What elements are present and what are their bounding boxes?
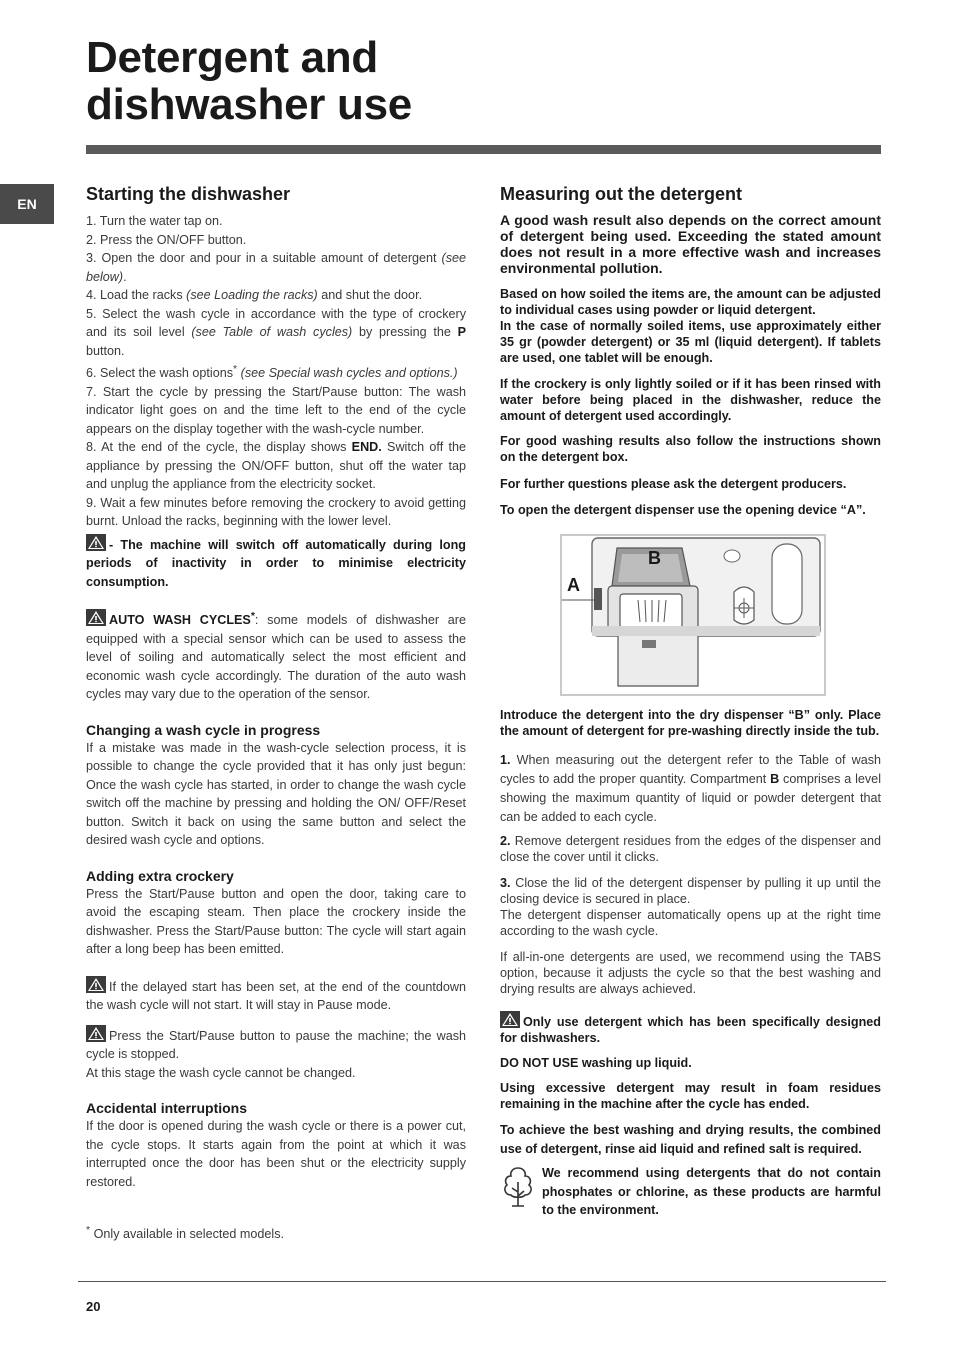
numbered-3-note: The detergent dispenser automatically opens up at the right time according to the wash cycle.	[500, 908, 881, 938]
heading-changing: Changing a wash cycle in progress	[86, 721, 321, 738]
warning-icon	[86, 976, 106, 993]
dispenser-figure	[560, 534, 826, 696]
warning-delay	[86, 976, 466, 1015]
title-rule	[86, 145, 881, 154]
best-results: To achieve the best washing and drying results, the combined use of detergent, rinse aid liquid and refined salt is required.	[500, 1123, 881, 1156]
warning-delay-text: If the delayed start has been set, at the end of the countdown the wash cycle will not start. It will stay in Pause mode.	[86, 979, 466, 1013]
step-4-ref: (see Loading the racks)	[186, 288, 318, 302]
step-5-mid: by pressing the	[352, 325, 458, 339]
step-8-text: 8. At the end of the cycle, the display shows	[86, 440, 352, 455]
footnote-text: Only available in selected models.	[90, 1227, 284, 1242]
numbered-1	[500, 751, 881, 827]
step-5-p: P	[457, 325, 466, 339]
numbered-1-rest: comprises a level showing the maximum quantity of liquid or powder detergent that can be added to each cycle.	[500, 772, 881, 824]
heading-adding: Adding extra crockery	[86, 867, 234, 884]
right-column	[500, 183, 881, 1220]
steps-list	[86, 212, 466, 531]
step-8-end-word: END.	[351, 440, 382, 455]
step-3	[86, 249, 466, 286]
step-4	[86, 286, 466, 305]
numbered-1-text: When measuring out the detergent refer to the Table of wash cycles to add the proper quantity. Compartment	[500, 753, 881, 786]
tabs-paragraph: If all-in-one detergents are used, we recommend using the TABS option, because it adjusts the cycle so that the best washing and drying results are always achieved.	[500, 950, 881, 996]
heading-measuring: Measuring out the detergent	[500, 184, 743, 204]
page-number: 20	[86, 1299, 101, 1314]
step-6-ref: (see Special wash cycles and options.)	[237, 366, 458, 381]
dispenser-drawing	[562, 536, 824, 694]
step-1: 1. Turn the water tap on.	[86, 214, 223, 228]
step-3-end: .	[123, 269, 127, 284]
eco-note	[500, 1164, 881, 1220]
warning-auto-off	[86, 534, 466, 592]
pause-note: At this stage the wash cycle cannot be changed.	[86, 1065, 356, 1080]
language-tab: EN	[0, 184, 54, 224]
figure-label-b: B	[648, 548, 661, 568]
changing-text: If a mistake was made in the wash-cycle selection process, it is possible to change the cycle provided that it has only just begun: Once the wash cycle has started, in order to change the wash cycle switch off the machine by pressing and holding the ON/ OFF/Reset button. Switch it back on using the same button and select the desired wash cycle and options.	[86, 740, 466, 848]
num-1: 1.	[500, 753, 511, 767]
left-column	[86, 183, 466, 1244]
page-title	[86, 34, 412, 128]
warning-only-text: Only use detergent which has been specifically designed for dishwashers.	[500, 1015, 881, 1045]
step-5	[86, 305, 466, 361]
para-dry-dispenser: Introduce the detergent into the dry dispenser “B” only. Place the amount of detergent for pre-washing directly inside the tub.	[500, 708, 881, 738]
auto-wash-star: *	[250, 610, 255, 623]
foam-warning: Using excessive detergent may result in foam residues remaining in the machine after the cycle has ended.	[500, 1081, 881, 1111]
accidental-text: If the door is opened during the wash cycle or there is a power cut, the cycle stops. It starts again from the point at which it was interrupted once the door has been shut or the electricity supply restored.	[86, 1119, 466, 1189]
auto-wash-label: AUTO WASH CYCLES	[109, 613, 251, 628]
tree-icon	[500, 1164, 542, 1220]
step-8-rest: Switch off the appliance by pressing the ON/OFF button, shut off the water tap and unplug the appliance from the electricity socket.	[86, 440, 466, 492]
num-3: 3.	[500, 876, 511, 890]
auto-wash-paragraph	[86, 607, 466, 704]
footnote	[86, 1221, 466, 1244]
warning-pause	[86, 1025, 466, 1064]
para-adjust: Based on how soiled the items are, the amount can be adjusted to individual cases using powder or liquid detergent.	[500, 287, 881, 317]
step-2: 2. Press the ON/OFF button.	[86, 232, 247, 247]
compartment-b: B	[770, 772, 780, 786]
do-not-use: DO NOT USE washing up liquid.	[500, 1056, 692, 1070]
para-instructions: For good washing results also follow the instructions shown on the detergent box.	[500, 434, 881, 464]
step-6-text: 6. Select the wash options	[86, 366, 234, 381]
warning-icon	[86, 534, 106, 551]
step-5-ref: (see Table of wash cycles)	[191, 325, 353, 339]
warning-icon	[500, 1011, 520, 1028]
intro-text: A good wash result also depends on the correct amount of detergent being used. Exceeding the stated amount does not result in a more effective wash and increases environmental pollution.	[500, 212, 881, 276]
step-4-text: 4. Load the racks	[86, 288, 187, 302]
step-5-text: 5. Select the wash cycle in accordance with the type of crockery and its soil level	[86, 306, 466, 339]
step-4-end: and shut the door.	[317, 288, 423, 302]
step-9: 9. Wait a few minutes before removing the crockery to avoid getting burnt. Unload the racks, beginning with the lower level.	[86, 495, 466, 529]
para-producers: For further questions please ask the detergent producers.	[500, 477, 847, 491]
warning-only	[500, 1011, 881, 1046]
para-opening: To open the detergent dispenser use the opening device “A”.	[500, 503, 866, 517]
step-6-star: *	[233, 363, 238, 375]
heading-starting: Starting the dishwasher	[86, 184, 291, 204]
numbered-2	[500, 833, 881, 865]
step-5-end: button.	[86, 343, 125, 358]
para-normal: In the case of normally soiled items, use approximately either 35 gr (powder detergent) or 35 ml (liquid detergent). If tablets are used, one tablet will be enough.	[500, 319, 881, 365]
adding-text: Press the Start/Pause button and open the door, taking care to avoid the escaping steam. Then place the crockery inside the dishwasher. Press the Start/Pause button: The cycle will start again after a long beep has been emitted.	[86, 886, 466, 957]
eco-text: We recommend using detergents that do not contain phosphates or chlorine, as these products are harmful to the environment.	[542, 1166, 881, 1217]
numbered-3-text: Close the lid of the detergent dispenser by pulling it up until the closing device is secured in place.	[500, 876, 881, 906]
step-6	[86, 360, 466, 383]
step-7: 7. Start the cycle by pressing the Start/Pause button: The wash indicator light goes on and the time left to the end of the cycle appears on the display together with the wash-cycle number.	[86, 384, 466, 436]
num-2: 2.	[500, 834, 511, 848]
title-line-2: dishwasher use	[86, 80, 412, 129]
step-3-ref: (see below)	[86, 251, 466, 284]
numbered-3	[500, 875, 881, 907]
numbered-2-text: Remove detergent residues from the edges of the dispenser and close the cover until it clicks.	[500, 834, 881, 864]
step-3-text: 3. Open the door and pour in a suitable amount of detergent	[86, 251, 442, 265]
auto-wash-text: : some models of dishwasher are equipped with a special sensor which can be used to assess the level of soiling and automatically select the most efficient and economic wash cycle accordingly. The duration of the auto wash cycles may vary due to the operation of the sensor.	[86, 613, 466, 702]
warning-pause-text: Press the Start/Pause button to pause the machine; the wash cycle is stopped.	[86, 1028, 466, 1062]
heading-accidental: Accidental interruptions	[86, 1100, 248, 1117]
warning-icon	[86, 1025, 106, 1042]
figure-label-a: A	[567, 575, 580, 595]
warning-icon	[86, 609, 106, 626]
step-8	[86, 438, 466, 494]
footnote-star: *	[86, 1224, 91, 1237]
title-line-1: Detergent and	[86, 33, 378, 82]
warning-auto-off-text: - The machine will switch off automatically during long periods of inactivity in order to minimise electricity consumption.	[86, 537, 466, 589]
para-light: If the crockery is only lightly soiled or if it has been rinsed with water before being placed in the dishwasher, reduce the amount of detergent used accordingly.	[500, 377, 881, 423]
footer-rule	[78, 1281, 886, 1282]
